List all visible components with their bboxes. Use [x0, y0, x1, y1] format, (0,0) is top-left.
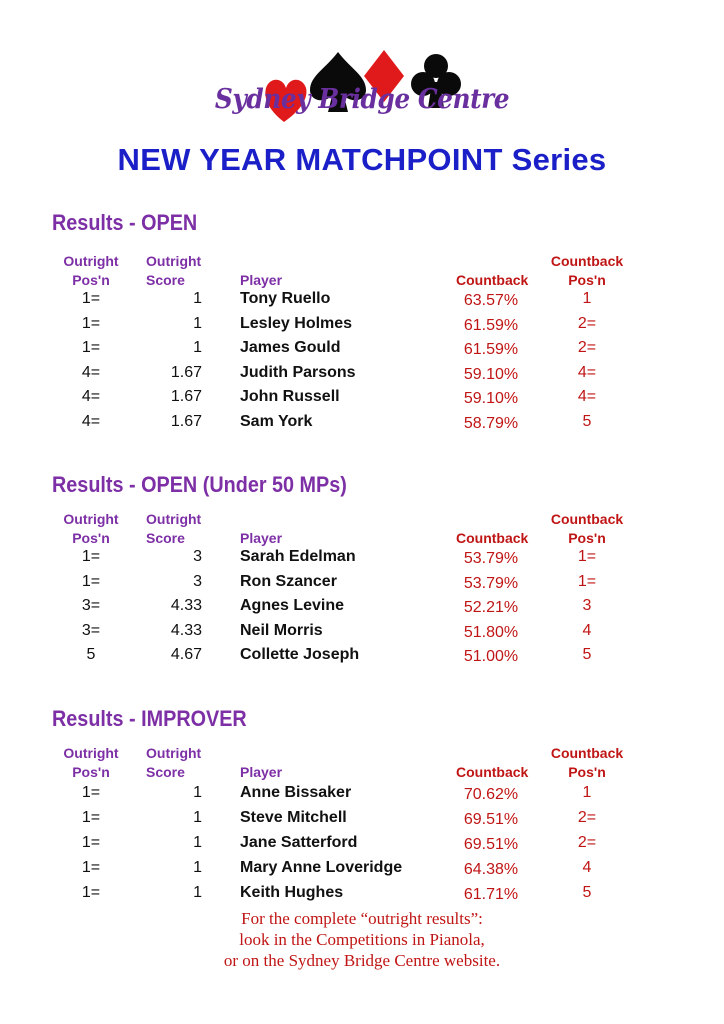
cell-player: Neil Morris — [240, 621, 323, 639]
cell-cbpos: 4= — [577, 388, 597, 406]
cell-cbpos: 5 — [582, 884, 592, 901]
cell-player: Keith Hughes — [240, 884, 344, 901]
cell-cbpos: 1 — [582, 290, 592, 307]
cell-pos: 4= — [81, 388, 101, 406]
table-row — [0, 784, 724, 808]
cell-player: James Gould — [240, 339, 341, 357]
cell-pos: 1= — [81, 809, 101, 826]
table-row — [0, 809, 724, 833]
brand-name: Sydney Bridge Centre — [214, 84, 510, 115]
cell-score: 1 — [193, 339, 202, 357]
cell-player: Sarah Edelman — [240, 548, 356, 565]
col-outright-pos-header: Outright Pos'n — [63, 511, 119, 546]
cell-pos: 1= — [81, 572, 101, 590]
cell-player: Judith Parsons — [240, 363, 356, 381]
cell-score: 1 — [193, 834, 202, 851]
col-outright-score-header: Outright Score — [146, 511, 202, 546]
footer-line: look in the Competitions in Pianola, — [239, 930, 485, 949]
cell-cbpos: 4= — [577, 363, 597, 381]
cell-player: Mary Anne Loveridge — [240, 859, 403, 876]
cell-cbpos: 5 — [582, 413, 592, 430]
cell-countback: 59.10% — [463, 365, 519, 383]
cell-cbpos: 2= — [577, 834, 597, 851]
cell-score: 1.67 — [170, 388, 202, 406]
cell-countback: 59.10% — [463, 390, 519, 408]
col-player-header: Player — [240, 530, 283, 546]
cell-cbpos: 1= — [577, 572, 597, 590]
cell-countback: 61.59% — [463, 316, 519, 334]
cell-score: 4.67 — [170, 646, 202, 664]
cell-cbpos: 2= — [577, 339, 597, 357]
table-row — [0, 597, 724, 621]
cell-cbpos: 2= — [577, 314, 597, 332]
cell-player: Steve Mitchell — [240, 809, 347, 826]
cell-cbpos: 1 — [582, 784, 592, 801]
cell-player: Ron Szancer — [240, 572, 337, 590]
table-row — [0, 290, 724, 314]
cell-pos: 1= — [81, 884, 101, 901]
col-outright-score-header: Outright Score — [146, 253, 202, 288]
footer-line: For the complete “outright results”: — [241, 909, 483, 928]
col-outright-pos-header: Outright Pos'n — [63, 745, 119, 780]
col-outright-score-header: Outright Score — [146, 745, 202, 780]
cell-player: Agnes Levine — [240, 597, 345, 615]
cell-cbpos: 5 — [582, 646, 592, 664]
cell-cbpos: 4 — [582, 621, 592, 639]
cell-countback: 52.21% — [463, 599, 519, 617]
col-countback-header: Countback — [456, 764, 529, 780]
cell-countback: 51.00% — [463, 648, 519, 666]
cell-pos: 1= — [81, 859, 101, 876]
cell-player: Tony Ruello — [240, 290, 331, 307]
cell-cbpos: 4 — [582, 859, 592, 876]
cell-score: 1.67 — [170, 363, 202, 381]
cell-cbpos: 2= — [577, 809, 597, 826]
cell-score: 1 — [193, 859, 202, 876]
cell-score: 4.33 — [170, 621, 202, 639]
table-row — [0, 548, 724, 572]
table-row — [0, 622, 724, 646]
footer-note — [0, 908, 724, 971]
cell-player: Collette Joseph — [240, 646, 360, 664]
cell-cbpos: 1= — [577, 548, 597, 565]
cell-countback: 69.51% — [463, 811, 519, 828]
col-countback-pos-header: Countback Pos'n — [550, 745, 624, 780]
cell-pos: 1= — [81, 339, 101, 357]
section-title: Results - IMPROVER — [52, 706, 247, 731]
cell-player: Anne Bissaker — [240, 784, 352, 801]
cell-pos: 5 — [86, 646, 96, 664]
cell-countback: 61.71% — [463, 886, 519, 903]
page-title: NEW YEAR MATCHPOINT Series — [117, 142, 607, 177]
cell-score: 1.67 — [170, 413, 202, 430]
cell-player: John Russell — [240, 388, 340, 406]
cell-score: 3 — [193, 572, 202, 590]
cell-score: 1 — [193, 809, 202, 826]
col-countback-pos-header: Countback Pos'n — [550, 511, 624, 546]
cell-countback: 61.59% — [463, 341, 519, 359]
col-player-header: Player — [240, 764, 283, 780]
table-row — [0, 573, 724, 597]
cell-countback: 64.38% — [463, 861, 519, 878]
cell-score: 3 — [193, 548, 202, 565]
cell-countback: 58.79% — [463, 415, 519, 432]
footer-line: or on the Sydney Bridge Centre website. — [223, 951, 501, 970]
cell-pos: 4= — [81, 413, 101, 430]
table-row — [0, 859, 724, 883]
cell-countback: 63.57% — [463, 292, 519, 309]
cell-pos: 1= — [81, 548, 101, 565]
cell-pos: 1= — [81, 784, 101, 801]
table-row — [0, 884, 724, 908]
cell-score: 4.33 — [170, 597, 202, 615]
cell-player: Sam York — [240, 413, 313, 430]
cell-cbpos: 3 — [582, 597, 592, 615]
col-player-header: Player — [240, 272, 283, 288]
cell-countback: 53.79% — [463, 574, 519, 592]
col-countback-pos-header: Countback Pos'n — [550, 253, 624, 288]
table-row — [0, 388, 724, 412]
table-row — [0, 364, 724, 388]
cell-score: 1 — [193, 784, 202, 801]
cell-score: 1 — [193, 884, 202, 901]
cell-countback: 51.80% — [463, 623, 519, 641]
table-row — [0, 413, 724, 437]
table-row — [0, 646, 724, 670]
cell-pos: 1= — [81, 834, 101, 851]
cell-player: Jane Satterford — [240, 834, 358, 851]
cell-countback: 69.51% — [463, 836, 519, 853]
section-title: Results - OPEN (Under 50 MPs) — [52, 472, 347, 497]
cell-score: 1 — [193, 314, 202, 332]
cell-countback: 53.79% — [463, 550, 519, 567]
cell-score: 1 — [193, 290, 202, 307]
col-countback-header: Countback — [456, 272, 529, 288]
table-row — [0, 315, 724, 339]
col-outright-pos-header: Outright Pos'n — [63, 253, 119, 288]
cell-countback: 70.62% — [463, 786, 519, 803]
cell-pos: 3= — [81, 597, 101, 615]
cell-pos: 4= — [81, 363, 101, 381]
table-row — [0, 339, 724, 363]
cell-pos: 1= — [81, 290, 101, 307]
cell-pos: 3= — [81, 621, 101, 639]
cell-pos: 1= — [81, 314, 101, 332]
cell-player: Lesley Holmes — [240, 314, 353, 332]
table-row — [0, 834, 724, 858]
section-title: Results - OPEN — [52, 210, 198, 235]
col-countback-header: Countback — [456, 530, 529, 546]
